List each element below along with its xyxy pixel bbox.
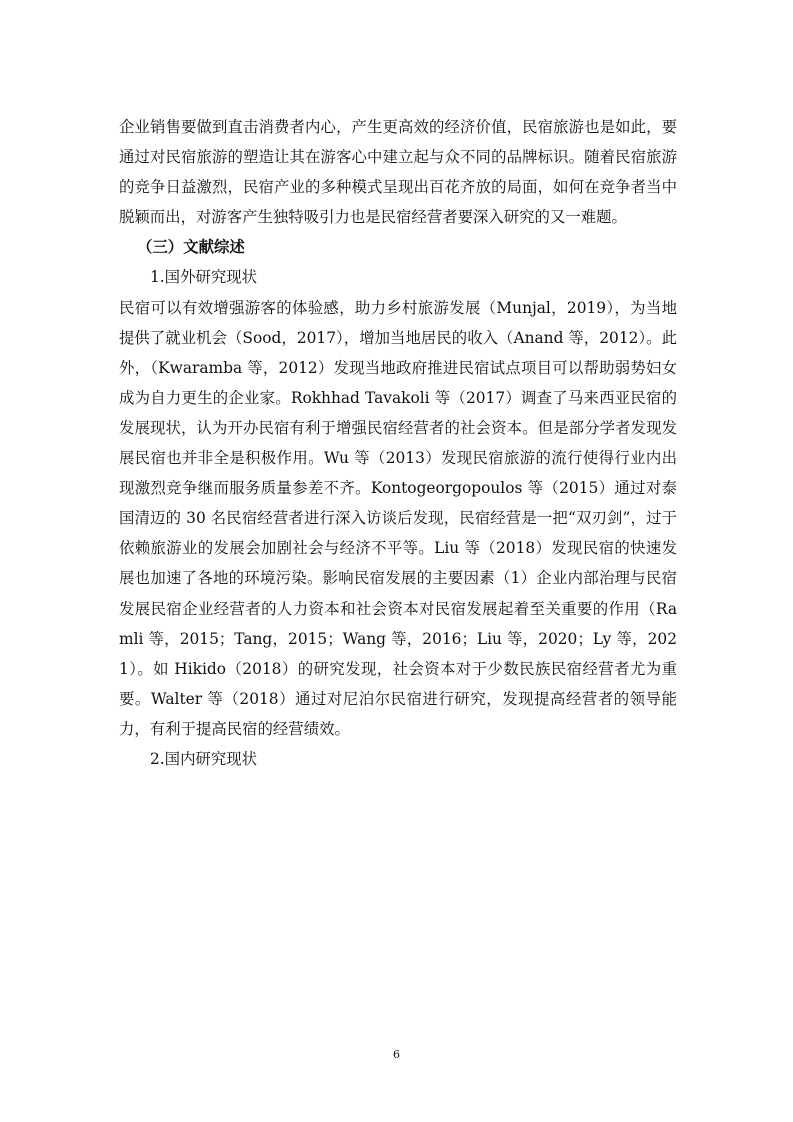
page-number: 6 [393,1048,400,1061]
intro-paragraph: 企业销售要做到直击消费者内心，产生更高效的经济价值，民宿旅游也是如此，要通过对民宿旅游的塑造让其在游客心中建立起与众不同的品牌标识。随着民宿旅游的竞争日益激烈，民宿产业的多种模式呈现出百花齐放的局面，如何在竞争者当中脱颖而出，对游客产生独特吸引力也是民宿经营者要深入研究的又一难题。 [119,118,677,227]
subsection-1-body: 民宿可以有效增强游客的体验感，助力乡村旅游发展（Munjal，2019），为当地提供了就业机会（Sood，2017），增加当地居民的收入（Anand 等，2012）。此外，（Kwaramba 等，2012）发现当地政府推进民宿试点项目可以帮助弱势妇女成为自力更生的企业家。Rokhhad Tavakoli 等（2017）调查了马来西亚民宿的发展现状，认为开办民宿有利于增强民宿经营者的社会资本。但是部分学者发现发展民宿也并非全是积极作用。Wu 等（2013）发现民宿旅游的流行使得行业内出现激烈竞争继而服务质量参差不齐。Kontogeorgopoulos 等（2015）通过对泰国清迈的 30 名民宿经营者进行深入访谈后发现，民宿经营是一把“双刃剑”，过于依赖旅游业的发展会加剧社会与经济不平等。Liu 等（2018）发现民宿的快速发展也加速了各地的环境污染。影响民宿发展的主要因素（1）企业内部治理与民宿发展民宿企业经营者的人力资本和社会资本对民宿发展起着至关重要的作用（Ramli 等，2015；Tang，2015；Wang 等，2016；Liu 等，2020；Ly 等，2021）。如 Hikido（2018）的研究发现，社会资本对于少数民族民宿经营者尤为重要。Walter 等（2018）通过对尼泊尔民宿进行研究，发现提高经营者的领导能力，有利于提高民宿的经营绩效。 [119,298,677,738]
section-heading: （三）文献综述 [137,238,245,257]
subsection-1-heading: 1.国外研究现状 [150,268,258,287]
subsection-2-heading: 2.国内研究现状 [150,749,258,768]
document-body [119,112,677,774]
